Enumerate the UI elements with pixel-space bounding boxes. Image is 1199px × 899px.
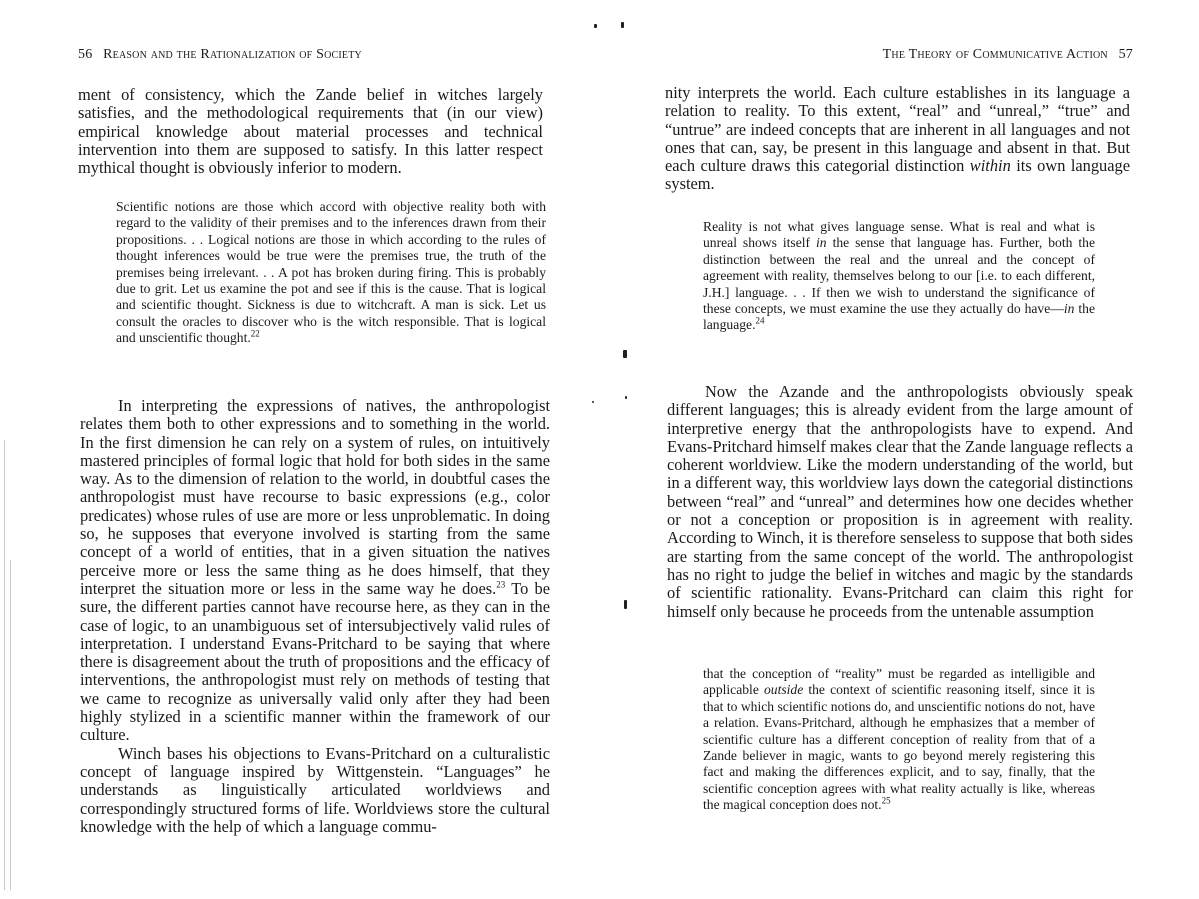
left-page <box>78 0 550 899</box>
right-page <box>665 0 1133 899</box>
left-block-quote <box>116 199 546 347</box>
scan-speck <box>594 24 597 28</box>
footnote-ref-24: 24 <box>755 315 765 326</box>
right-block-quote-1 <box>703 219 1095 334</box>
right-page-number: 57 <box>1118 47 1133 62</box>
left-page-number: 56 <box>78 47 93 62</box>
right-quote-2b: the context of scientific reasoning itself, since it is that to which scientific notions do, and unscientific notions do not, have a relation. Evans-Pritchard, although he emphasizes that a member of scientific culture has a different conception of reality from that of a Zande believer in magic, wants to go beyond merely registering this fact and making the differences explicit, and to say, finally, that the scientific conception agrees with what reality actually is like, whereas the magical conception does not. <box>703 682 1095 813</box>
scan-speck <box>621 22 624 28</box>
right-running-header <box>665 46 1133 63</box>
left-paragraphs-2-3 <box>80 397 550 836</box>
scan-speck <box>592 401 594 403</box>
left-paragraph-2b: To be sure, the different parties cannot have recourse here, as they can in the case of logic, to an unambiguous set of intersubjectively valid rules of interpretation. I understand Evans-Pritchard to be saying that where there is disagreement about the truth of propositions and the efficacy of interventions, the anthropologist must rely on methods of testing that we came to recognize as universally valid only after they had been highly stylized in a scientific manner within the framework of our culture. <box>80 578 551 745</box>
scan-speck <box>623 350 627 358</box>
left-running-head: Reason and the Rationalization of Society <box>103 47 362 62</box>
left-paragraph-2 <box>80 397 550 745</box>
left-running-header <box>78 46 550 63</box>
right-running-head: The Theory of Communicative Action <box>882 47 1108 62</box>
left-paragraph-3: Winch bases his objections to Evans-Pritchard on a culturalistic concept of language inspired by Wittgenstein. “Languages” he understands as linguistically articulated worldviews and correspondingly structured forms of life. Worldviews store the cultural knowledge with the help of which a language commu- <box>80 743 550 836</box>
right-quote-2-emphasis: outside <box>763 682 804 698</box>
right-paragraph-1-emphasis: within <box>969 156 1011 176</box>
footnote-ref-23: 23 <box>496 579 506 590</box>
right-quote-1c: the language. <box>703 301 1095 333</box>
right-paragraph-2: Now the Azande and the anthropologists obviously speak different languages; this is already evident from the large amount of interpretive energy that the anthropologists have to expend. And Evans-Pritchard himself makes clear that the Zande language reflects a coherent worldview. Like the modern understanding of the world, but in a different way, this worldview lays down the categorial distinctions between “real” and “unreal” and determines how one decides whether or not a conception or proposition is in agreement with reality. According to Winch, it is therefore senseless to suppose that both sides are starting from the same concept of the world. The anthropologist has no right to judge the belief in witches and magic by the standards of scientific rationality. Evans-Pritchard can claim this right for himself only because he proceeds from the untenable assumption <box>667 382 1133 621</box>
right-quote-1-emphasis-1: in <box>816 235 827 251</box>
right-quote-1b: the sense that language has. Further, both the distinction between the real and the unreal and the concept of agreement with reality, themselves belong to our [i.e. to each different, J.H.] language. . . If then we wish to understand the significance of these concepts, we must examine the use they actually do have— <box>703 235 1095 317</box>
page-edge-line <box>10 560 11 890</box>
page-edge-line <box>4 440 5 890</box>
right-paragraph-1b: its own language system. <box>665 156 1130 194</box>
footnote-ref-22: 22 <box>250 328 260 339</box>
right-paragraph-1a: nity interprets the world. Each culture establishes in its language a relation to reality. To this extent, “real” and “unreal,” “true” and “untrue” are indeed concepts that are inherent in all languages and not ones that can, say, be present in this language and absent in that. But each culture draws this categorial distinction <box>665 83 1130 176</box>
right-quote-1a: Reality is not what gives language sense. What is real and what is unreal shows itself <box>703 219 1095 251</box>
left-paragraph-2a: In interpreting the expressions of natives, the anthropologist relates them both to other expressions and to something in the world. In the first dimension he can rely on a system of rules, on intuitively mastered principles of formal logic that hold for both sides in the same way. As to the dimension of relation to the world, in doubtful cases the anthropologist must have recourse to basic expressions (e.g., color predicates) whose rules of use are more or less unproblematic. In doing so, he supposes that everyone involved is starting from the same concept of a world of entities, that in a given situation the natives perceive more or less the same thing as he does himself, that they interpret the situation more or less in the same way he does. <box>80 396 550 598</box>
right-block-quote-2 <box>703 666 1095 814</box>
scan-speck <box>625 396 627 399</box>
footnote-ref-25: 25 <box>881 795 891 806</box>
right-quote-1-emphasis-2: in <box>1063 301 1075 317</box>
right-paragraph-1 <box>665 84 1130 194</box>
left-paragraph-1: ment of consistency, which the Zande belief in witches largely satisfies, and the methodological requirements that (in our view) empirical knowledge about material processes and technical intervention into them are supposed to satisfy. In this latter respect mythical thought is obviously inferior to modern. <box>78 85 543 178</box>
scan-speck <box>624 600 627 609</box>
right-quote-2a: that the conception of “reality” must be regarded as intelligible and applicable <box>703 666 1095 698</box>
left-quote-text: Scientific notions are those which accord with objective reality both with regard to the validity of their premises and to the inferences drawn from their propositions. . . Logical notions are those in which according to the rules of thought inferences would be true were the premises true, the truth of the premises being irrelevant. . . A pot has broken during firing. This is probably due to grit. Let us examine the pot and see if this is the cause. That is logical and scientific thought. Sickness is due to witchcraft. A man is sick. Let us consult the oracles to discover who is the witch responsible. That is logical and unscientific thought. <box>116 199 546 346</box>
